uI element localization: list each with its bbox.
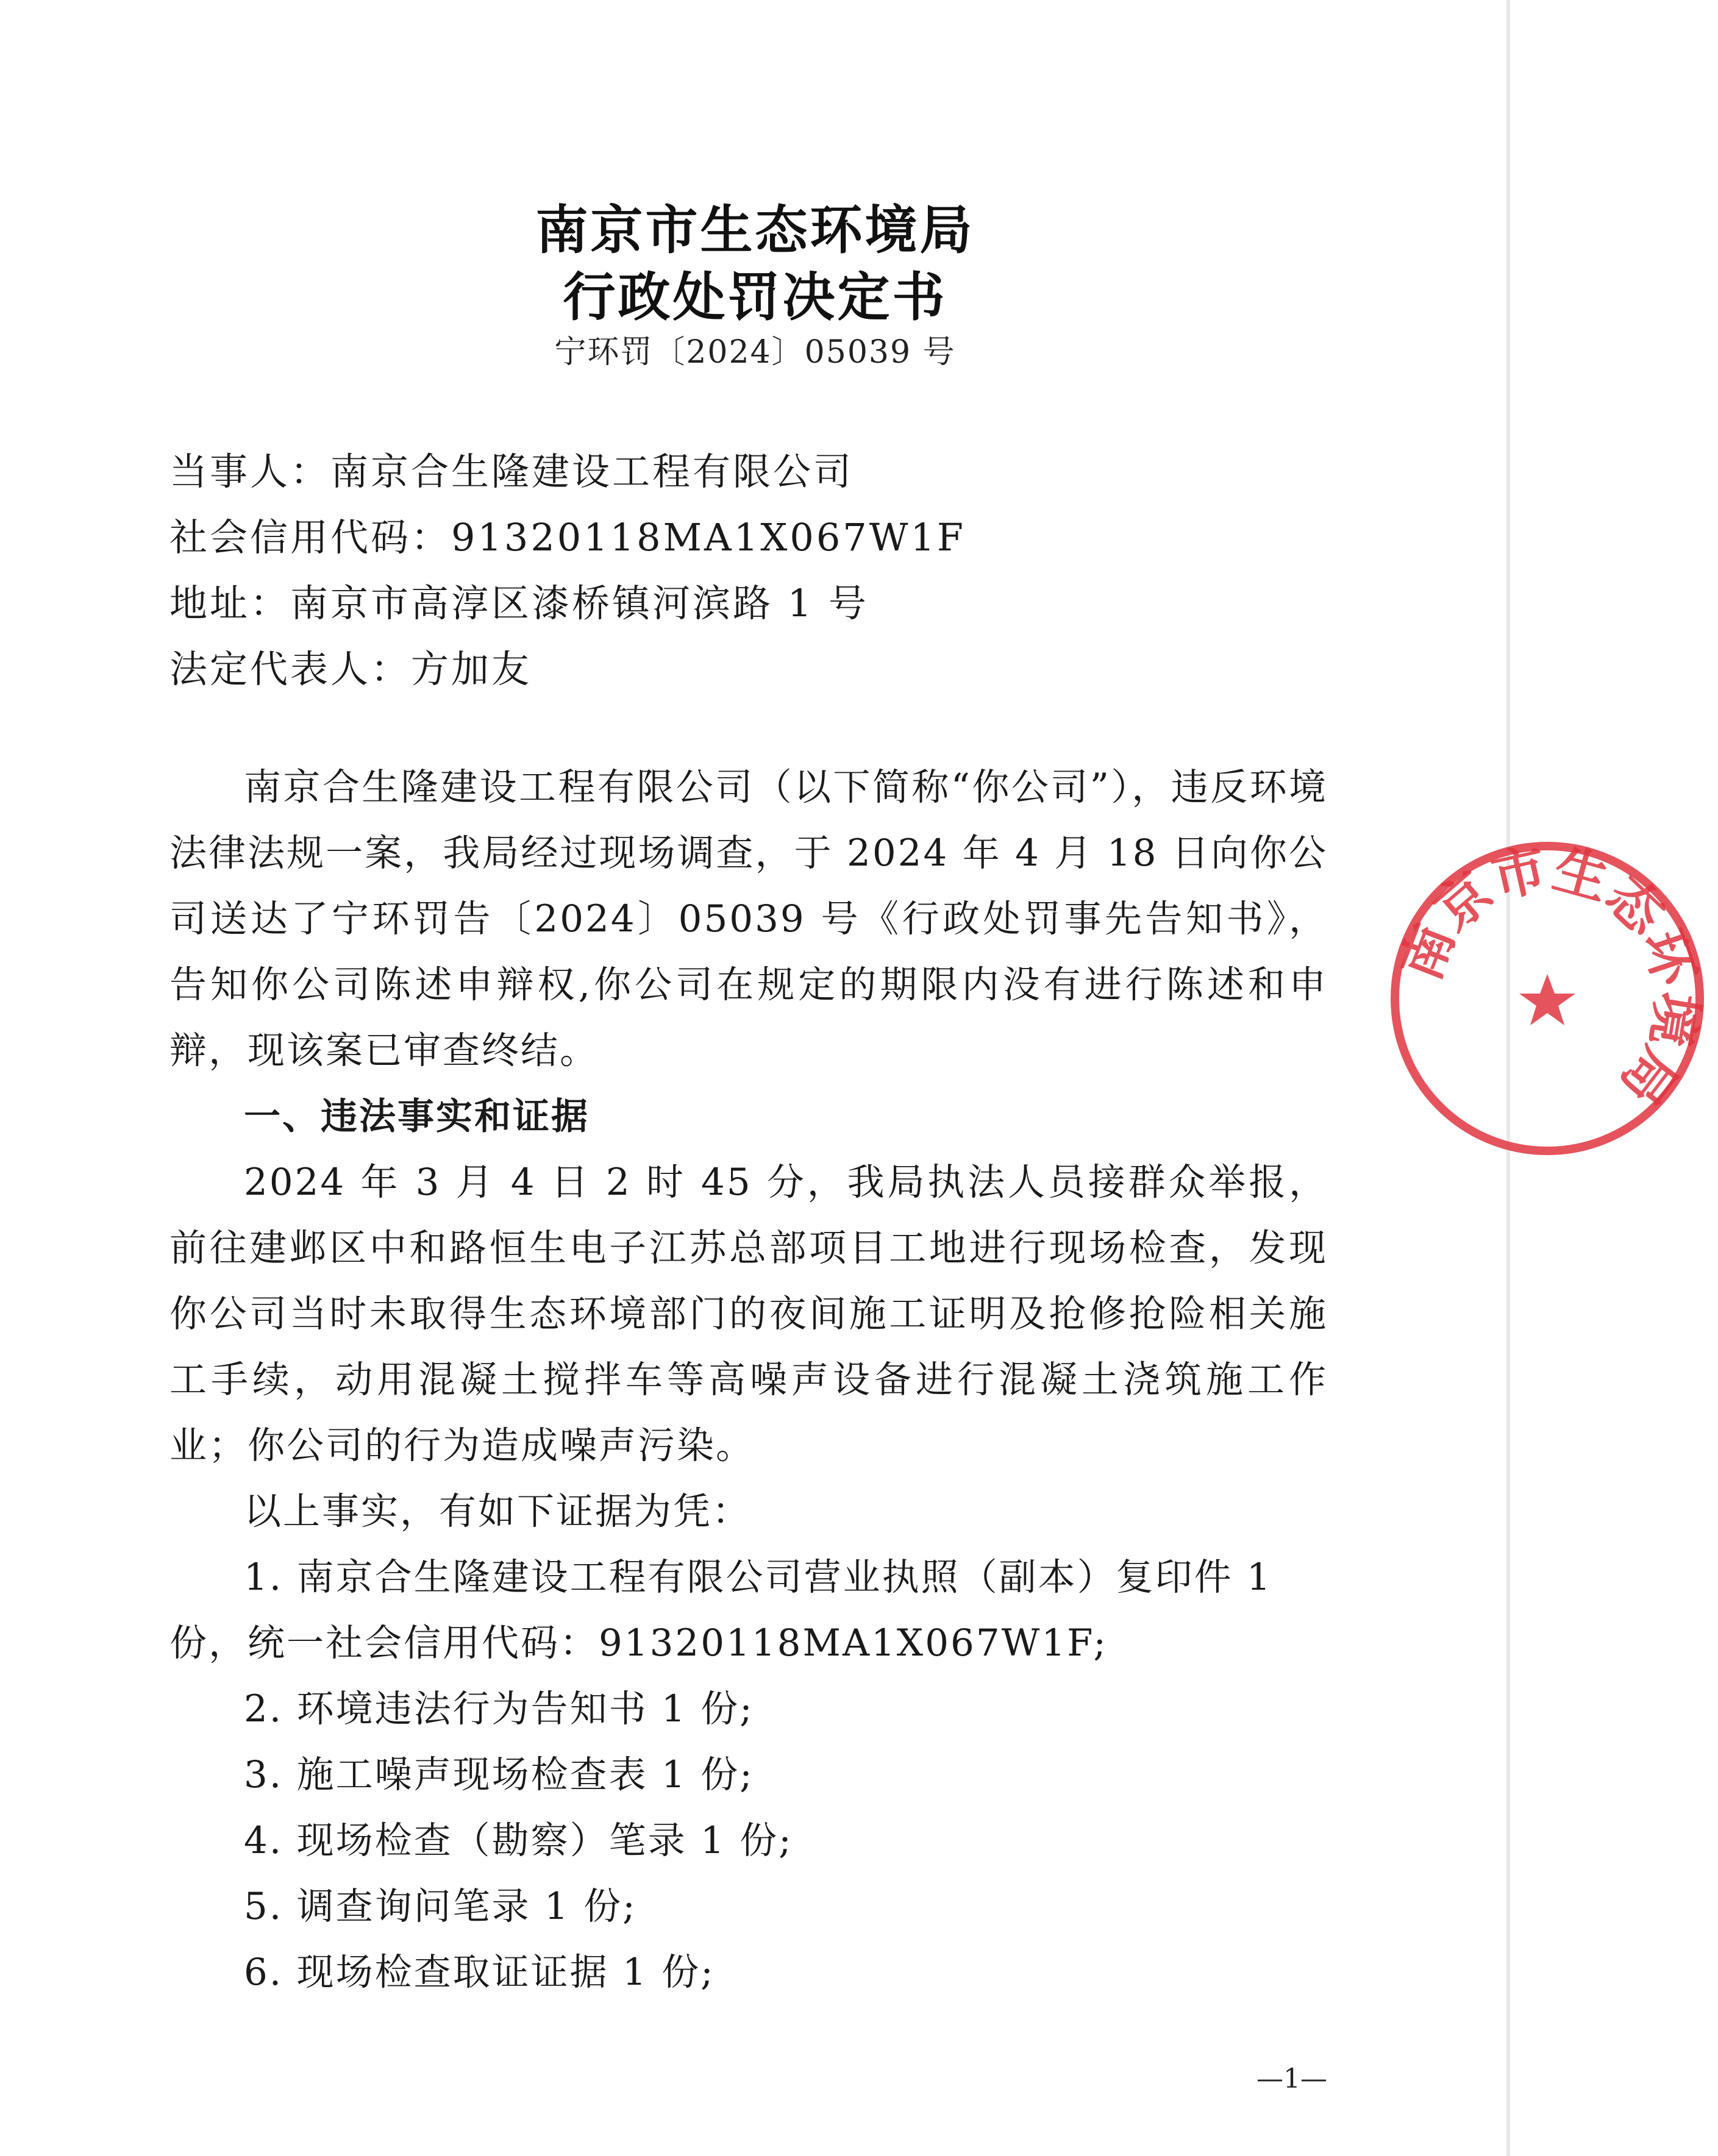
- evidence-item: 1. 南京合生隆建设工程有限公司营业执照（副本）复印件 1 份，统一社会信用代码：91320118MA1X067W1F;: [169, 1556, 1272, 1665]
- document-number: 宁环罚〔2024〕05039 号: [554, 334, 956, 371]
- evidence-intro: 以上事实，有如下证据为凭：: [244, 1490, 752, 1533]
- party-representative: 法定代表人：方加友: [169, 647, 532, 691]
- document-body: [169, 755, 1328, 2005]
- evidence-item: 5. 调查询问笔录 1 份;: [244, 1885, 637, 1928]
- page-number: —1—: [1256, 2063, 1327, 2094]
- party-name: 当事人：南京合生隆建设工程有限公司: [169, 449, 854, 494]
- intro-paragraph: 南京合生隆建设工程有限公司（以下简称“你公司”），违反环境法律法规一案，我局经过现场调查，于 2024 年 4 月 18 日向你公司送达了宁环罚告〔2024〕05039 号《行政处罚事先告知书》，告知你公司陈述申辩权,你公司在规定的期限内没有进行陈述和申辩，现该案已审查终结。: [169, 766, 1328, 1072]
- party-address: 地址：南京市高淳区漆桥镇河滨路 1 号: [169, 581, 869, 625]
- party-credit-code: 社会信用代码：91320118MA1X067W1F: [169, 515, 966, 560]
- svg-text:南京市生态环境局: [1389, 837, 1709, 1117]
- official-seal-icon: [1377, 828, 1718, 1169]
- section-heading-facts: 一、违法事实和证据: [244, 1095, 590, 1138]
- evidence-item: 2. 环境违法行为告知书 1 份;: [244, 1687, 754, 1731]
- party-info: [169, 439, 966, 702]
- seal-text: 南京市生态环境局: [1388, 836, 1709, 1117]
- facts-paragraph: 2024 年 3 月 4 日 2 时 45 分，我局执法人员接群众举报，前往建邺区中和路恒生电子江苏总部项目工地进行现场检查，发现你公司当时未取得生态环境部门的夜间施工证明及抢修抢险相关施工手续，动用混凝土搅拌车等高噪声设备进行混凝土浇筑施工作业；你公司的行为造成噪声污染。: [169, 1161, 1328, 1467]
- evidence-item: 6. 现场检查取证证据 1 份;: [244, 1951, 715, 1994]
- document-title-type: 行政处罚决定书: [563, 267, 947, 328]
- evidence-item: 4. 现场检查（勘察）笔录 1 份;: [244, 1819, 793, 1862]
- document-title-agency: 南京市生态环境局: [535, 200, 975, 261]
- evidence-item: 3. 施工噪声现场检查表 1 份;: [244, 1753, 754, 1796]
